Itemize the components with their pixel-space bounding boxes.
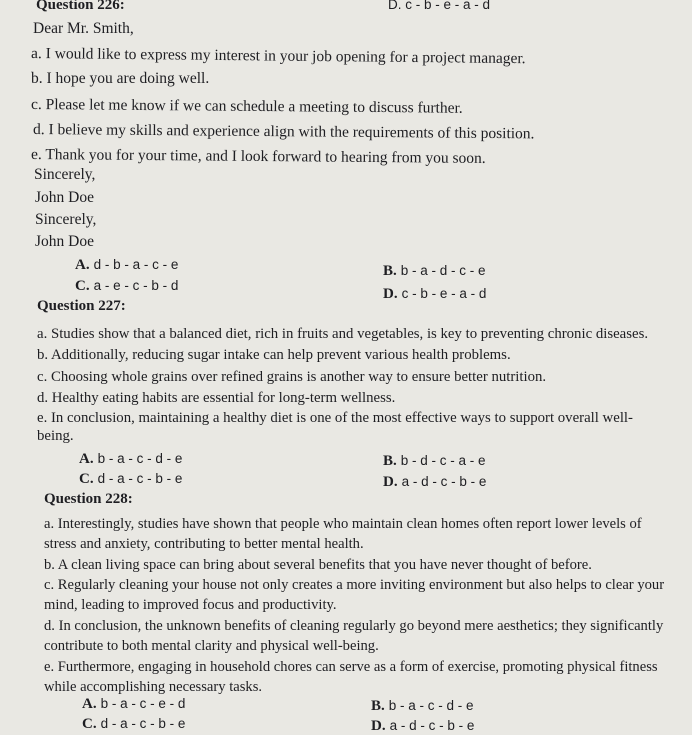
- option-label: C.: [79, 471, 94, 487]
- option-label: B.: [383, 453, 397, 469]
- option-label: B.: [371, 698, 385, 714]
- q227-line-e-cont: being.: [37, 428, 74, 444]
- q227-line-c: c. Choosing whole grains over refined grains is another way to ensure better nutrition.: [37, 369, 547, 385]
- q227-option-a[interactable]: [79, 450, 182, 468]
- option-label: D.: [383, 286, 398, 302]
- letter-salutation: Dear Mr. Smith,: [33, 20, 134, 37]
- q228-line-a: a. Interestingly, studies have shown that people who maintain clean homes often report lower levels of: [44, 516, 642, 532]
- option-label: A.: [82, 696, 97, 712]
- q226-option-d[interactable]: [383, 285, 486, 303]
- option-label: B.: [383, 263, 397, 279]
- option-label: C.: [75, 278, 90, 294]
- option-text: b - a - c - d - e: [97, 451, 183, 466]
- option-text: a - d - c - b - e: [389, 718, 475, 733]
- option-text: a - e - c - b - d: [93, 278, 179, 293]
- option-text: b - a - d - c - e: [400, 263, 486, 278]
- option-text: d - b - a - c - e: [93, 257, 179, 272]
- q226-option-c[interactable]: [75, 277, 178, 295]
- option-text: b - a - c - e - d: [100, 696, 186, 711]
- option-text: a - d - c - b - e: [401, 474, 487, 489]
- question-228-title: Question 228:: [44, 491, 133, 507]
- q228-option-d[interactable]: [371, 717, 474, 735]
- q228-option-b[interactable]: [371, 697, 474, 715]
- option-label: D.: [371, 718, 386, 734]
- q227-line-d: d. Healthy eating habits are essential for long-term wellness.: [37, 390, 396, 406]
- previous-option-d: D. c - b - e - a - d: [388, 0, 491, 12]
- question-226-title: Question 226:: [36, 0, 125, 13]
- q227-line-e: e. In conclusion, maintaining a healthy diet is one of the most effective ways to support overall well-: [37, 410, 633, 426]
- q226-closing-2: Sincerely,: [35, 211, 97, 228]
- q226-line-d: d. I believe my skills and experience align with the requirements of this position.: [32, 121, 535, 143]
- question-227-title: Question 227:: [37, 298, 126, 314]
- option-text: c - b - e - a - d: [401, 286, 487, 301]
- q228-line-c-cont: mind, leading to improved focus and productivity.: [44, 597, 337, 613]
- option-text: b - a - c - d - e: [388, 698, 474, 713]
- q228-option-a[interactable]: [82, 695, 185, 713]
- option-label: A.: [79, 451, 94, 467]
- option-text: b - d - c - a - e: [400, 453, 486, 468]
- q227-option-b[interactable]: [383, 452, 486, 470]
- option-label: D.: [383, 474, 398, 490]
- q226-line-e: e. Thank you for your time, and I look forward to hearing from you soon.: [30, 146, 486, 167]
- q228-line-b: b. A clean living space can bring about several benefits that you have never thought of before.: [44, 557, 592, 573]
- q226-line-a: a. I would like to express my interest in your job opening for a project manager.: [30, 45, 526, 68]
- option-text: d - a - c - b - e: [100, 716, 186, 731]
- q228-line-a-cont: stress and anxiety, contributing to better mental health.: [44, 536, 364, 552]
- q228-line-d: d. In conclusion, the unknown benefits of cleaning regularly go beyond mere aesthetics; they significantly: [44, 618, 664, 634]
- q226-option-b[interactable]: [383, 262, 486, 280]
- option-text: d - a - c - b - e: [97, 471, 183, 486]
- q227-line-a: a. Studies show that a balanced diet, rich in fruits and vegetables, is key to preventing chronic diseases.: [37, 326, 649, 342]
- q228-line-c: c. Regularly cleaning your house not only creates a more inviting environment but also helps to clear your: [44, 577, 665, 593]
- q228-line-e-cont: while accomplishing necessary tasks.: [44, 679, 263, 695]
- q227-option-c[interactable]: [79, 470, 182, 488]
- q226-signature-2: John Doe: [35, 233, 94, 250]
- q226-line-b: b. I hope you are doing well.: [31, 70, 210, 87]
- q226-closing-1: Sincerely,: [34, 166, 96, 183]
- q227-line-b: b. Additionally, reducing sugar intake can help prevent various health problems.: [37, 347, 511, 363]
- option-label: C.: [82, 716, 97, 732]
- q228-line-d-cont: contribute to both mental clarity and physical well-being.: [44, 638, 379, 654]
- option-label: A.: [75, 257, 90, 273]
- q227-option-d[interactable]: [383, 473, 486, 491]
- q228-option-c[interactable]: [82, 715, 185, 733]
- q226-signature-1: John Doe: [35, 189, 94, 206]
- q226-line-c: c. Please let me know if we can schedule a meeting to discuss further.: [30, 96, 463, 117]
- q226-option-a[interactable]: [75, 256, 178, 274]
- q228-line-e: e. Furthermore, engaging in household chores can serve as a form of exercise, promoting physical fitness: [44, 659, 658, 675]
